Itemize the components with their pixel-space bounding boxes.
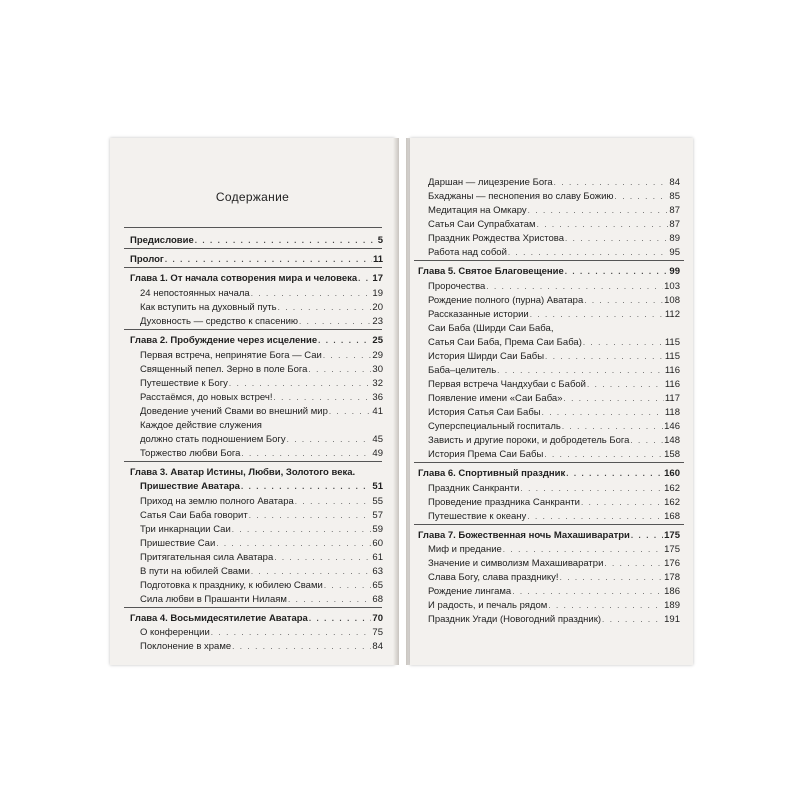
entry-title: История Сатья Саи Бабы bbox=[428, 407, 541, 418]
toc-entry bbox=[140, 496, 383, 508]
entry-title: Глава 2. Пробуждение через исцеление bbox=[130, 335, 318, 346]
dot-leader bbox=[566, 468, 663, 480]
chapter-entry bbox=[140, 481, 383, 493]
entry-title: Путешествие к Богу bbox=[140, 378, 228, 389]
page-number: 17 bbox=[372, 273, 383, 284]
page-number: 19 bbox=[372, 288, 383, 299]
entry-title: Первая встреча, непринятие Бога — Саи bbox=[140, 350, 322, 361]
toc-entry bbox=[428, 191, 680, 203]
dot-leader bbox=[554, 177, 669, 189]
toc-entry bbox=[140, 350, 383, 362]
dot-leader bbox=[241, 481, 371, 493]
dot-leader bbox=[537, 219, 669, 231]
dot-leader bbox=[309, 613, 372, 625]
section-divider bbox=[124, 248, 382, 249]
page-number: 51 bbox=[372, 481, 383, 492]
chapter-entry bbox=[418, 468, 680, 480]
page-number: 162 bbox=[664, 483, 680, 494]
page-number: 32 bbox=[372, 378, 383, 389]
toc-entry bbox=[428, 435, 680, 447]
dot-leader bbox=[530, 309, 664, 321]
dot-leader bbox=[527, 511, 663, 523]
page-number: 108 bbox=[664, 295, 680, 306]
entry-title: Притягательная сила Аватара bbox=[140, 552, 274, 563]
entry-title: Праздник Угади (Новогодний праздник) bbox=[428, 614, 602, 625]
page-number: 75 bbox=[372, 627, 383, 638]
dot-leader bbox=[274, 552, 371, 564]
entry-title: История Према Саи Бабы bbox=[428, 449, 544, 460]
page-number: 70 bbox=[372, 613, 383, 624]
dot-leader bbox=[251, 288, 372, 300]
toc-entry bbox=[428, 337, 680, 349]
page-number: 115 bbox=[664, 337, 680, 348]
chapter-entry bbox=[130, 273, 383, 285]
page-number: 116 bbox=[664, 379, 680, 390]
dot-leader bbox=[602, 614, 663, 626]
chapter-entry bbox=[130, 254, 383, 266]
page-number: 103 bbox=[664, 281, 680, 292]
entry-title: Доведение учений Свами во внешний мир bbox=[140, 406, 328, 417]
toc-entry bbox=[428, 379, 680, 391]
toc-entry bbox=[428, 393, 680, 405]
entry-title: Суперспециальный госпиталь bbox=[428, 421, 561, 432]
table-of-contents-right bbox=[410, 138, 693, 665]
page-number: 45 bbox=[372, 434, 383, 445]
dot-leader bbox=[241, 448, 371, 460]
dot-leader bbox=[216, 538, 371, 550]
dot-leader bbox=[358, 273, 371, 285]
entry-title: Миф и предание bbox=[428, 544, 502, 555]
dot-leader bbox=[278, 302, 372, 314]
dot-leader bbox=[544, 449, 663, 461]
page-number: 95 bbox=[669, 247, 680, 258]
toc-entry bbox=[428, 572, 680, 584]
dot-leader bbox=[288, 594, 371, 606]
dot-leader bbox=[542, 407, 664, 419]
dot-leader bbox=[329, 406, 372, 418]
toc-entry bbox=[428, 614, 680, 626]
section-divider bbox=[124, 461, 382, 462]
toc-entry bbox=[140, 566, 383, 578]
entry-title: Сатья Саи Баба, Према Саи Баба) bbox=[428, 337, 582, 348]
page-number: 29 bbox=[372, 350, 383, 361]
toc-entry bbox=[140, 510, 383, 522]
entry-title: Глава 7. Божественная ночь Махашиваратри bbox=[418, 530, 630, 541]
toc-entry bbox=[140, 641, 383, 653]
toc-entry bbox=[140, 302, 383, 314]
entry-title: Приход на землю полного Аватара bbox=[140, 496, 294, 507]
toc-entry bbox=[140, 538, 383, 550]
entry-title: Зависть и другие пороки, и добродетель Бога bbox=[428, 435, 630, 446]
page-number: 84 bbox=[372, 641, 383, 652]
chapter-entry bbox=[130, 235, 383, 247]
page-number: 20 bbox=[372, 302, 383, 313]
page-number: 36 bbox=[372, 392, 383, 403]
page-number: 60 bbox=[372, 538, 383, 549]
table-of-contents-left bbox=[110, 138, 395, 665]
toc-entry bbox=[428, 295, 680, 307]
section-divider bbox=[414, 260, 684, 261]
entry-title: Сила любви в Прашанти Нилаям bbox=[140, 594, 287, 605]
toc-entry bbox=[140, 594, 383, 606]
section-divider bbox=[414, 524, 684, 525]
page-number: 146 bbox=[664, 421, 680, 432]
entry-title: Медитация на Омкару bbox=[428, 205, 527, 216]
page-number: 148 bbox=[664, 435, 680, 446]
toc-entry bbox=[428, 205, 680, 217]
page-number: 57 bbox=[372, 510, 383, 521]
page-number: 175 bbox=[664, 530, 680, 541]
dot-leader bbox=[528, 205, 669, 217]
entry-title: Появление имени «Саи Баба» bbox=[428, 393, 563, 404]
dot-leader bbox=[564, 393, 664, 405]
page-number: 5 bbox=[377, 235, 383, 246]
toc-entry bbox=[428, 558, 680, 570]
dot-leader bbox=[630, 435, 663, 447]
section-divider bbox=[124, 267, 382, 268]
entry-title: Священный пепел. Зерно в поле Бога bbox=[140, 364, 308, 375]
page-number: 178 bbox=[664, 572, 680, 583]
entry-title: Пролог bbox=[130, 254, 164, 265]
entry-title: Пророчества bbox=[428, 281, 486, 292]
dot-leader bbox=[631, 530, 663, 542]
entry-title: Проведение праздника Санкранти bbox=[428, 497, 580, 508]
dot-leader bbox=[251, 566, 372, 578]
page-number: 87 bbox=[669, 219, 680, 230]
toc-entry bbox=[428, 483, 680, 495]
toc-entry bbox=[428, 309, 680, 321]
entry-title: Поклонение в храме bbox=[140, 641, 232, 652]
dot-leader bbox=[165, 254, 372, 266]
entry-title: Работа над собой bbox=[428, 247, 507, 258]
contents-heading: Содержание bbox=[215, 190, 290, 204]
dot-leader bbox=[565, 266, 669, 278]
entry-title: Путешествие к океану bbox=[428, 511, 527, 522]
entry-title: Сатья Саи Супрабхатам bbox=[428, 219, 536, 230]
page-number: 115 bbox=[664, 351, 680, 362]
dot-leader bbox=[560, 572, 664, 584]
entry-title: Баба–целитель bbox=[428, 365, 497, 376]
left-page bbox=[110, 138, 395, 665]
dot-leader bbox=[295, 496, 372, 508]
entry-title: Рассказанные истории bbox=[428, 309, 529, 320]
toc-entry bbox=[428, 281, 680, 293]
page-number: 112 bbox=[664, 309, 680, 320]
page-number: 89 bbox=[669, 233, 680, 244]
dot-leader bbox=[299, 316, 371, 328]
entry-title: И радость, и печаль рядом bbox=[428, 600, 548, 611]
top-rule bbox=[124, 227, 382, 228]
page-number: 85 bbox=[669, 191, 680, 202]
dot-leader bbox=[581, 497, 663, 509]
entry-title: Духовность — средство к спасению bbox=[140, 316, 299, 327]
dot-leader bbox=[545, 351, 664, 363]
entry-title: Сатья Саи Баба говорит bbox=[140, 510, 248, 521]
entry-title: Рождение полного (пурна) Аватара bbox=[428, 295, 584, 306]
toc-entry bbox=[428, 586, 680, 598]
entry-title: Торжество любви Бога bbox=[140, 448, 241, 459]
entry-title: Пришествие Саи bbox=[140, 538, 216, 549]
dot-leader bbox=[229, 378, 372, 390]
entry-title: Пришествие Аватара bbox=[140, 481, 240, 492]
page-number: 87 bbox=[669, 205, 680, 216]
dot-leader bbox=[512, 586, 663, 598]
page-number: 23 bbox=[372, 316, 383, 327]
page-number: 11 bbox=[372, 254, 383, 265]
toc-entry bbox=[140, 288, 383, 300]
page-number: 30 bbox=[372, 364, 383, 375]
right-page bbox=[410, 138, 693, 665]
toc-entry bbox=[140, 552, 383, 564]
dot-leader bbox=[497, 365, 664, 377]
toc-entry bbox=[428, 351, 680, 363]
page-number: 176 bbox=[664, 558, 680, 569]
dot-leader bbox=[565, 233, 668, 245]
dot-leader bbox=[232, 641, 371, 653]
entry-title: Праздник Рождества Христова bbox=[428, 233, 564, 244]
page-number: 160 bbox=[664, 468, 680, 479]
page-number: 63 bbox=[372, 566, 383, 577]
toc-entry bbox=[428, 365, 680, 377]
dot-leader bbox=[548, 600, 663, 612]
entry-title: История Ширди Саи Бабы bbox=[428, 351, 545, 362]
dot-leader bbox=[583, 337, 664, 349]
page-number: 61 bbox=[372, 552, 383, 563]
entry-title: Как вступить на духовный путь bbox=[140, 302, 277, 313]
page-number: 59 bbox=[372, 524, 383, 535]
page-number: 186 bbox=[664, 586, 680, 597]
dot-leader bbox=[211, 627, 372, 639]
page-number: 65 bbox=[372, 580, 383, 591]
page-gutter-left bbox=[393, 138, 399, 665]
toc-entry bbox=[428, 323, 680, 335]
toc-entry bbox=[428, 247, 680, 259]
toc-entry bbox=[428, 421, 680, 433]
toc-entry bbox=[140, 378, 383, 390]
page-number: 189 bbox=[664, 600, 680, 611]
dot-leader bbox=[324, 580, 372, 592]
dot-leader bbox=[520, 483, 663, 495]
entry-title: Глава 5. Святое Благовещение bbox=[418, 266, 564, 277]
page-number: 55 bbox=[372, 496, 383, 507]
entry-title: Глава 1. От начала сотворения мира и человека bbox=[130, 273, 358, 284]
dot-leader bbox=[308, 364, 371, 376]
toc-entry bbox=[140, 364, 383, 376]
entry-title: О конференции bbox=[140, 627, 210, 638]
toc-entry bbox=[428, 233, 680, 245]
dot-leader bbox=[562, 421, 663, 433]
dot-leader bbox=[323, 350, 372, 362]
chapter-entry bbox=[418, 530, 680, 542]
chapter-entry bbox=[130, 467, 383, 479]
toc-entry bbox=[140, 627, 383, 639]
page-number: 41 bbox=[372, 406, 383, 417]
page-number: 118 bbox=[664, 407, 680, 418]
section-divider bbox=[124, 329, 382, 330]
chapter-entry bbox=[130, 335, 383, 347]
toc-entry bbox=[428, 177, 680, 189]
page-number: 158 bbox=[664, 449, 680, 460]
chapter-entry bbox=[130, 613, 383, 625]
dot-leader bbox=[486, 281, 663, 293]
page-number: 168 bbox=[664, 511, 680, 522]
section-divider bbox=[414, 462, 684, 463]
dot-leader bbox=[508, 247, 669, 259]
entry-title: Глава 6. Спортивный праздник bbox=[418, 468, 566, 479]
entry-title: В пути на юбилей Свами bbox=[140, 566, 250, 577]
page-number: 25 bbox=[372, 335, 383, 346]
toc-entry bbox=[140, 580, 383, 592]
entry-title: Рождение лингама bbox=[428, 586, 512, 597]
dot-leader bbox=[587, 379, 664, 391]
dot-leader bbox=[273, 392, 371, 404]
entry-title: Бхаджаны — песнопения во славу Божию bbox=[428, 191, 614, 202]
toc-entry bbox=[140, 420, 383, 432]
entry-title: Значение и символизм Махашиваратри bbox=[428, 558, 604, 569]
toc-entry bbox=[428, 600, 680, 612]
page-number: 117 bbox=[664, 393, 680, 404]
entry-title: Каждое действие служения bbox=[140, 420, 262, 431]
dot-leader bbox=[287, 434, 372, 446]
toc-entry bbox=[428, 219, 680, 231]
dot-leader bbox=[232, 524, 372, 536]
toc-entry bbox=[428, 544, 680, 556]
entry-title: Три инкарнации Саи bbox=[140, 524, 231, 535]
entry-title: должно стать подношением Богу bbox=[140, 434, 286, 445]
entry-title: Расстаёмся, до новых встреч! bbox=[140, 392, 273, 403]
page-number: 99 bbox=[669, 266, 680, 277]
toc-entry bbox=[428, 407, 680, 419]
entry-title: Саи Баба (Ширди Саи Баба, bbox=[428, 323, 554, 334]
toc-entry bbox=[428, 511, 680, 523]
toc-entry bbox=[140, 392, 383, 404]
entry-title: Подготовка к празднику, к юбилею Свами bbox=[140, 580, 323, 591]
section-divider bbox=[124, 607, 382, 608]
dot-leader bbox=[503, 544, 663, 556]
entry-title: Праздник Санкранти bbox=[428, 483, 520, 494]
page-number: 191 bbox=[664, 614, 680, 625]
toc-entry bbox=[428, 449, 680, 461]
dot-leader bbox=[604, 558, 663, 570]
entry-title: 24 непостоянных начала bbox=[140, 288, 250, 299]
toc-entry bbox=[140, 406, 383, 418]
entry-title: Первая встреча Чандхубаи с Бабой bbox=[428, 379, 586, 390]
toc-entry bbox=[428, 497, 680, 509]
entry-title: Глава 3. Аватар Истины, Любви, Золотого века. bbox=[130, 467, 356, 478]
dot-leader bbox=[318, 335, 371, 347]
toc-entry bbox=[140, 316, 383, 328]
page-number: 49 bbox=[372, 448, 383, 459]
toc-entry bbox=[140, 448, 383, 460]
entry-title: Слава Богу, слава празднику! bbox=[428, 572, 559, 583]
entry-title: Даршан — лицезрение Бога bbox=[428, 177, 553, 188]
dot-leader bbox=[195, 235, 377, 247]
dot-leader bbox=[249, 510, 372, 522]
chapter-entry bbox=[418, 266, 680, 278]
page-number: 162 bbox=[664, 497, 680, 508]
entry-title: Глава 4. Восьмидесятилетие Аватара bbox=[130, 613, 308, 624]
toc-entry bbox=[140, 434, 383, 446]
page-number: 116 bbox=[664, 365, 680, 376]
page-number: 175 bbox=[664, 544, 680, 555]
dot-leader bbox=[615, 191, 669, 203]
page-number: 68 bbox=[372, 594, 383, 605]
page-number: 84 bbox=[669, 177, 680, 188]
entry-title: Предисловие bbox=[130, 235, 194, 246]
toc-entry bbox=[140, 524, 383, 536]
dot-leader bbox=[584, 295, 663, 307]
